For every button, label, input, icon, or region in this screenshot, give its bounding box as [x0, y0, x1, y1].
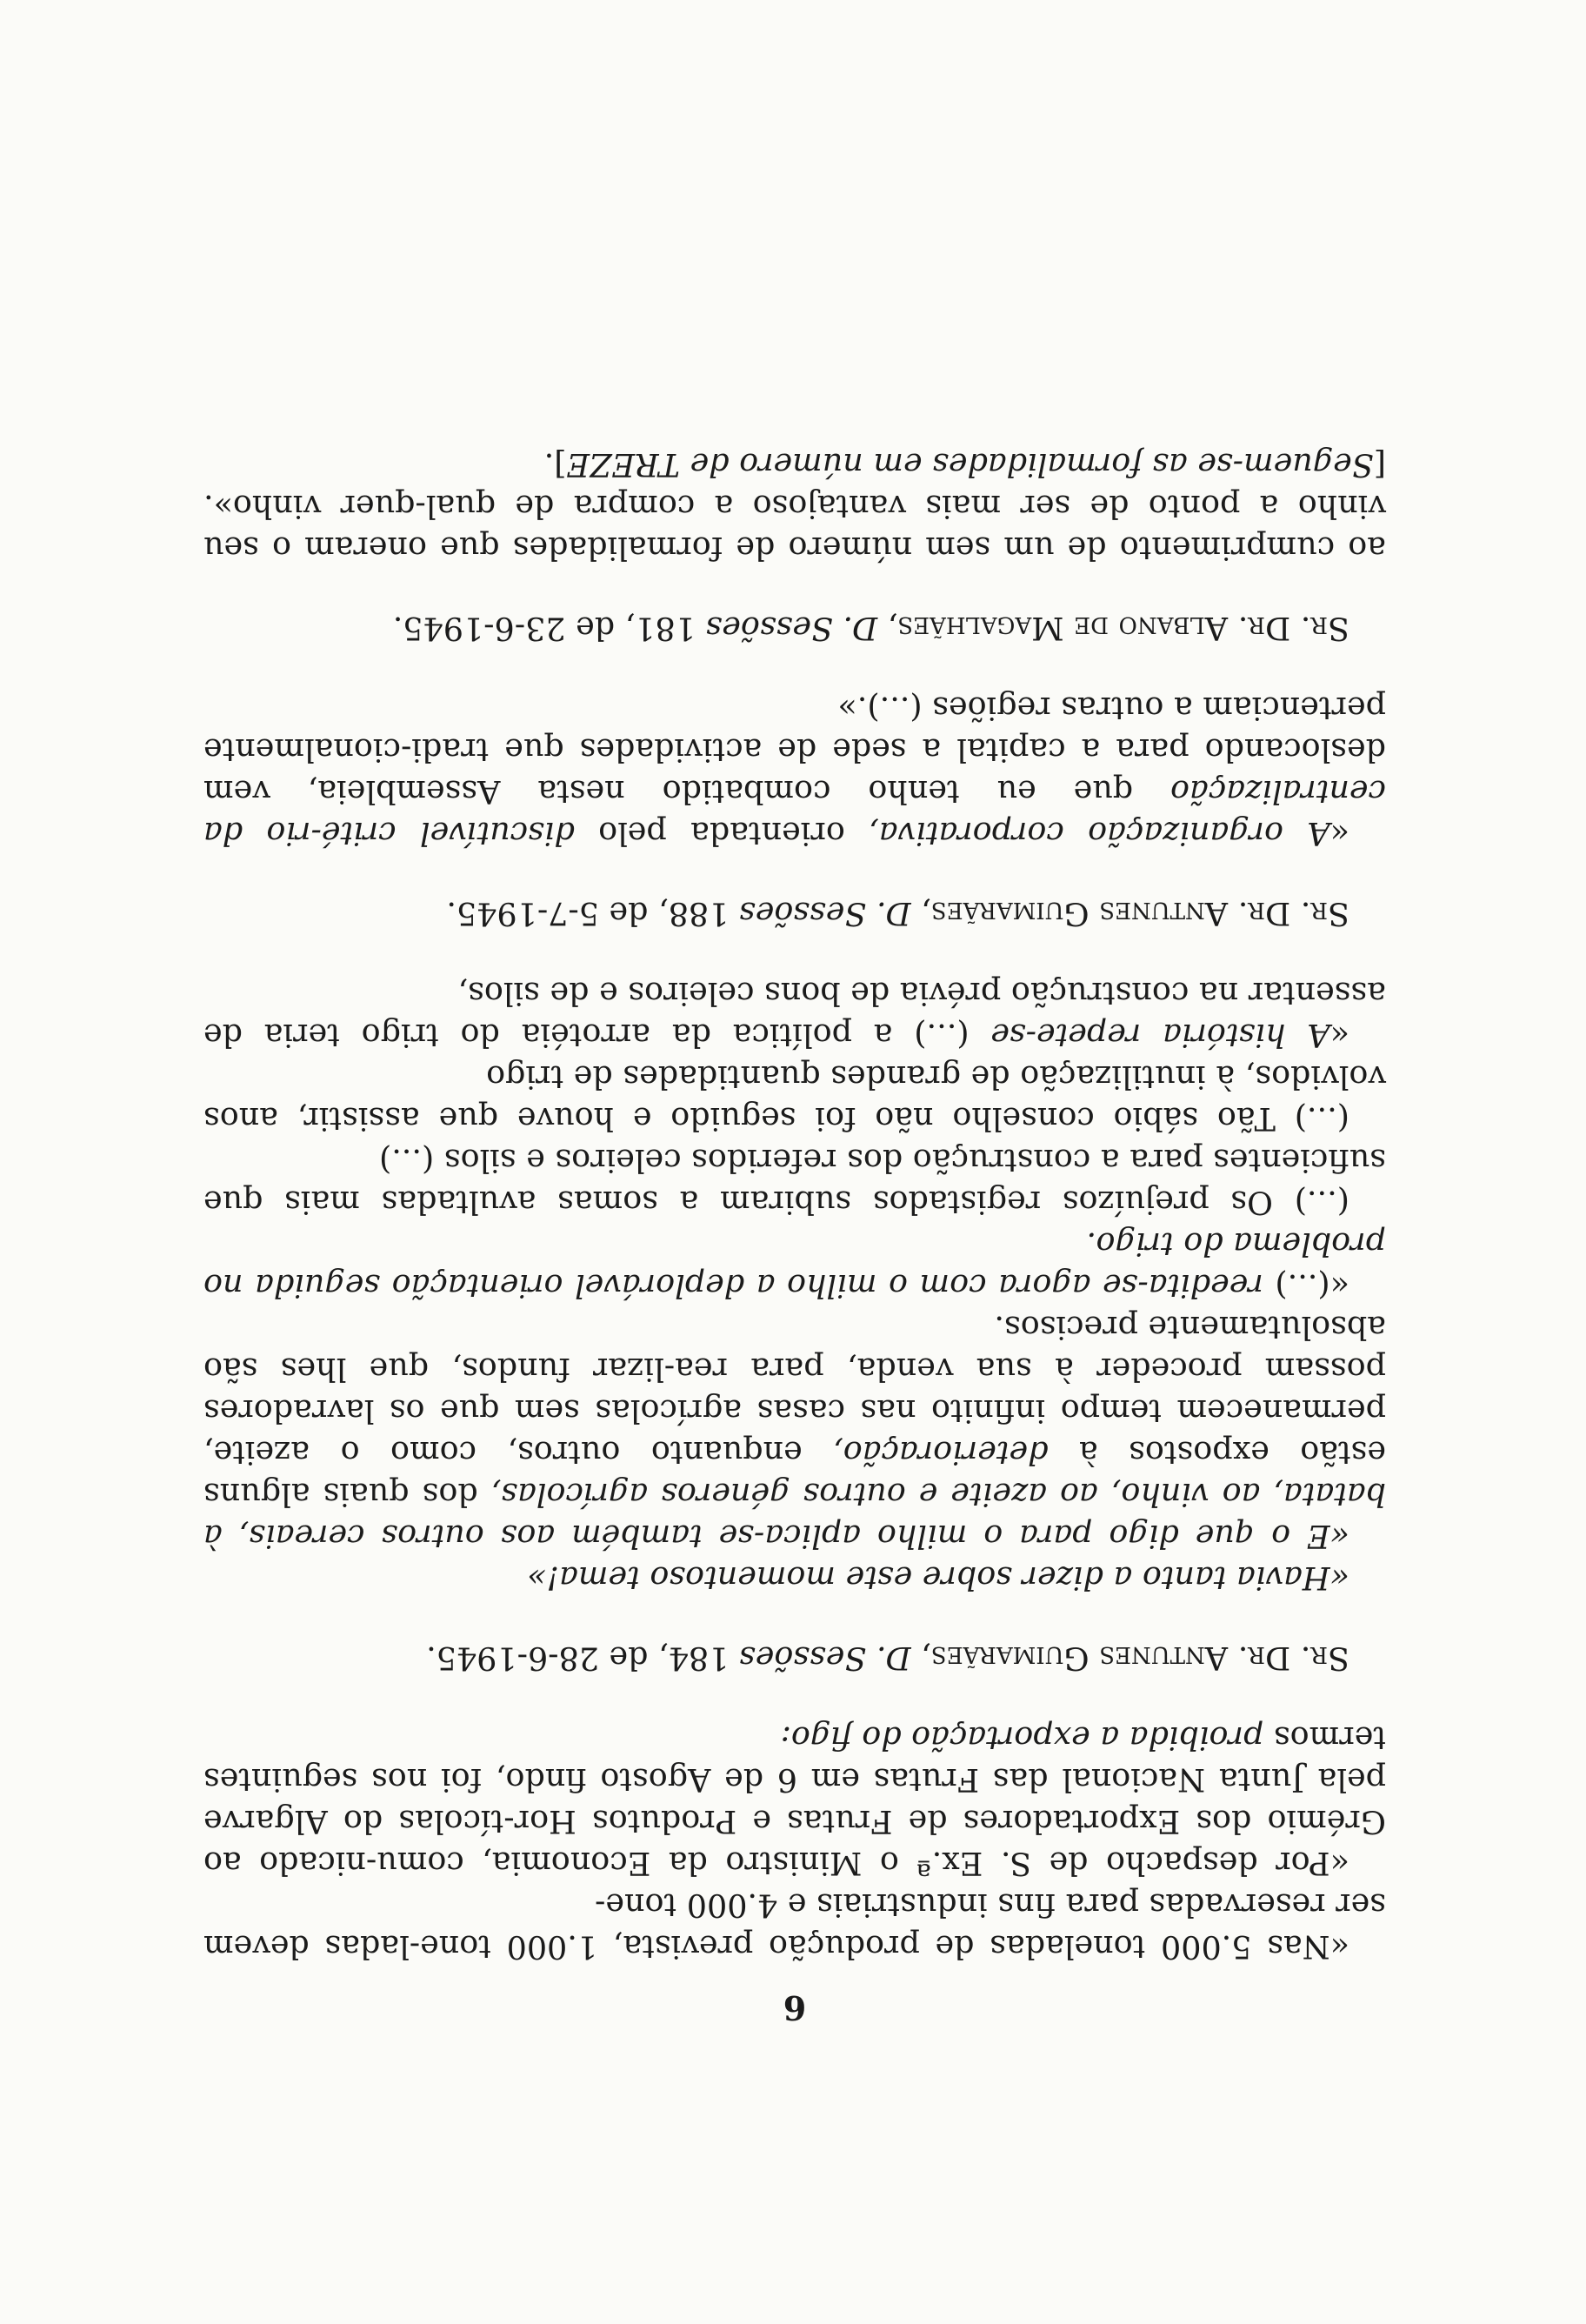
italic-text: «E o que digo para o milho aplica-se também aos outros cereais, à batata, ao vinho, ao azeite e outros géneros agrícolas, — [203, 1476, 1386, 1555]
speaker-name: Sr. Dr. Albano de Magalhães, — [887, 610, 1349, 647]
speaker-name: Sr. Dr. Antunes Guimarães, — [921, 1639, 1349, 1677]
italic-text: discutível crité-rio da centralização — [203, 773, 1386, 852]
quote-paragraph — [203, 1717, 1386, 1884]
quote-paragraph — [203, 972, 1386, 1056]
quote-paragraph — [203, 1557, 1386, 1599]
body-text: (...) Tão sábio conselho não foi seguido e houve que assistir, anos volvidos, à inutilização de grandes quantidades de trigo — [203, 1058, 1386, 1138]
italic-text: deterioração, — [833, 1434, 1049, 1472]
section-gap — [203, 1599, 1386, 1637]
quote-paragraph — [203, 1056, 1386, 1139]
quote-paragraph — [203, 687, 1386, 854]
body-text: (...) a política da arrotéia do trigo teria de assentar na construção prévia de bons celeiros e de silos, — [203, 975, 1386, 1054]
body-text: «(...) — [1263, 1267, 1349, 1305]
body-text: « — [1329, 815, 1349, 852]
page-number: 6 — [783, 1988, 807, 2027]
source-citation — [203, 892, 1386, 934]
source-details: 184, de 28-6-1945. — [426, 1639, 730, 1677]
source-reference: D. Sessões — [739, 895, 911, 932]
body-text: orientada pelo — [574, 815, 870, 852]
italic-text: Seguem-se as formalidades em número de TREZE — [566, 446, 1374, 484]
section-gap — [203, 1679, 1386, 1717]
body-text: ]. — [543, 446, 567, 484]
source-details: 188, de 5-7-1945. — [446, 895, 730, 932]
body-text: enquanto outros, como o azeite, permanecem tempo infinito nas casas agrícolas sem que os lavradores possam proceder à sua venda, para rea-lizar fundos, que lhes são absolutamente precisos. — [203, 1309, 1386, 1472]
body-text: dos quais alguns estão expostos à — [203, 1434, 1386, 1513]
section-gap — [203, 934, 1386, 972]
entries-container — [203, 444, 1386, 1967]
body-text: «Por despacho de S. Ex.ª o Ministro da Economia, comu-nicado ao Grémio dos Exportadores de Frutas e Produtos Hor-tícolas do Algarve pela Junta Nacional das Frutas em 6 de Agosto findo, foi nos seguintes termos — [203, 1720, 1386, 1882]
text-block — [203, 444, 1386, 2028]
body-text: ao cumprimento de um sem número de formalidades que oneram o seu vinho a ponto de ser mais vantajoso a compra de qual-quer vinho». [ — [203, 446, 1386, 567]
italic-text: A organização corporativa, — [869, 815, 1330, 852]
italic-text: «Havia tanto a dizer sobre este momentoso tema!» — [527, 1559, 1349, 1597]
source-reference: D. Sessões — [705, 610, 878, 647]
quote-paragraph — [203, 1884, 1386, 1967]
body-text: (...) Os prejuízos registados subiram a somas avultadas mais que suficientes para a construção dos referidos celeiros e silos (...) — [203, 1142, 1386, 1221]
section-gap — [203, 649, 1386, 687]
body-text: «Nas 5.000 toneladas de produção prevista, 1.000 tone-ladas devem ser reservadas para fins industriais e 4.000 tone- — [203, 1887, 1386, 1966]
body-text: que eu tenho combatido nesta Assembleia, vem deslocando para a capital a sede de actividades que tradi-cionalmente pertenciam a outras regiões (...).» — [203, 690, 1386, 811]
source-reference: D. Sessões — [739, 1639, 911, 1677]
body-text: « — [1329, 1017, 1349, 1054]
quote-paragraph — [203, 1306, 1386, 1557]
quote-paragraph — [203, 444, 1386, 569]
italic-text: A história repete-se — [990, 1017, 1330, 1054]
source-details: 181, de 23-6-1945. — [392, 610, 696, 647]
section-gap — [203, 854, 1386, 892]
source-citation — [203, 1637, 1386, 1679]
quote-paragraph — [203, 1139, 1386, 1223]
italic-text: reedita-se agora com o milho a deplorável orientação seguida no problema do trigo. — [203, 1225, 1386, 1305]
section-gap — [203, 569, 1386, 607]
italic-text: proibida a exportação do figo: — [780, 1720, 1264, 1757]
quote-paragraph — [203, 1223, 1386, 1306]
speaker-name: Sr. Dr. Antunes Guimarães, — [921, 895, 1349, 932]
source-citation — [203, 607, 1386, 649]
